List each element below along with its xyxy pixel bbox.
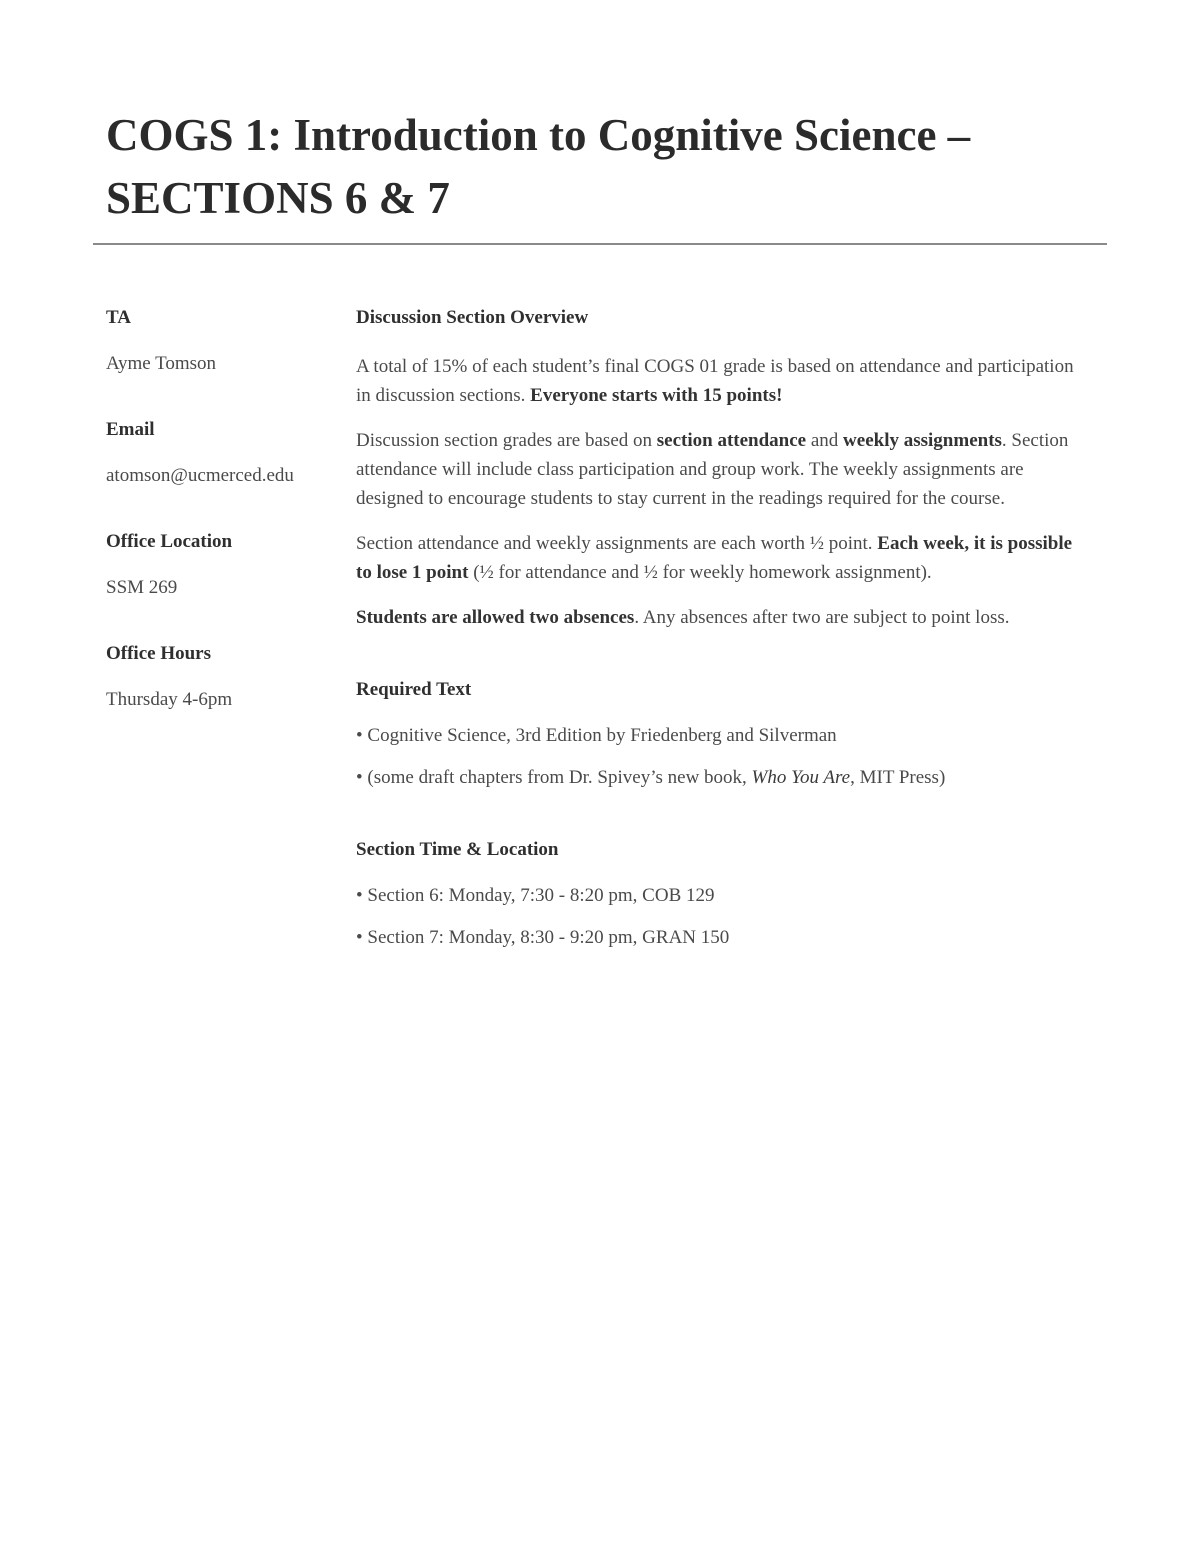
office-location-field: [106, 530, 336, 600]
required-text-item-2-b: , MIT Press): [850, 767, 946, 788]
overview-paragraph-1: [356, 352, 1086, 410]
overview-paragraph-3: [356, 529, 1086, 587]
section-time-heading: Section Time & Location: [356, 839, 559, 860]
overview-p1-text: A total of 15% of each student’s final COGS 01 grade is based on attendance and participation in discussion sections.: [356, 356, 1074, 406]
ta-value: Ayme Tomson: [106, 353, 217, 374]
email-field: [106, 418, 336, 488]
office-location-value: SSM 269: [106, 577, 178, 598]
book-title: Who You Are: [751, 767, 851, 788]
overview-p3-a: Section attendance and weekly assignments are each worth ½ point.: [356, 533, 878, 554]
spacer: [356, 648, 1086, 678]
overview-section: [356, 306, 1086, 632]
required-text-heading: Required Text: [356, 679, 472, 700]
overview-p2-bold-1: section attendance: [656, 430, 807, 451]
overview-p4-bold: Students are allowed two absences: [356, 607, 635, 628]
title-divider: [93, 243, 1107, 245]
overview-heading: Discussion Section Overview: [356, 307, 589, 328]
overview-paragraph-4: [356, 603, 1086, 632]
overview-p2-b: and: [806, 430, 844, 451]
section-time-item-1: • Section 6: Monday, 7:30 - 8:20 pm, COB 129: [356, 885, 715, 906]
section-time-section: [356, 838, 1086, 950]
office-location-label: Office Location: [106, 531, 233, 552]
ta-label: TA: [106, 307, 131, 328]
section-time-item-2: • Section 7: Monday, 8:30 - 9:20 pm, GRAN 150: [356, 927, 730, 948]
overview-p2-a: Discussion section grades are based on: [356, 430, 657, 451]
spacer: [356, 808, 1086, 838]
required-text-item-2-a: • (some draft chapters from Dr. Spivey’s new book,: [356, 767, 752, 788]
overview-p1-bold: Everyone starts with 15 points!: [530, 385, 783, 406]
page-title: [106, 104, 1106, 230]
overview-p3-b: (½ for attendance and ½ for weekly homework assignment).: [468, 562, 932, 583]
office-hours-label: Office Hours: [106, 643, 212, 664]
office-hours-field: [106, 642, 336, 712]
email-value: atomson@ucmerced.edu: [106, 465, 294, 486]
main-content: [356, 306, 1086, 968]
contact-sidebar: [106, 306, 336, 754]
email-label: Email: [106, 419, 155, 440]
overview-p3-bold: Each week, it is possible to lose 1 point: [356, 533, 1073, 583]
title-line-1: COGS 1: Introduction to Cognitive Science –: [106, 110, 971, 160]
overview-p4-text: . Any absences after two are subject to point loss.: [634, 607, 1010, 628]
overview-p2-c: . Section attendance will include class participation and group work. The weekly assignments are designed to encourage students to stay current in the readings required for the course.: [356, 430, 1069, 509]
required-text-section: [356, 678, 1086, 790]
required-text-item-2: [356, 766, 1086, 790]
title-line-2: SECTIONS 6 & 7: [106, 173, 450, 223]
overview-paragraph-2: [356, 426, 1086, 513]
office-hours-value: Thursday 4-6pm: [106, 689, 233, 710]
overview-p2-bold-2: weekly assignments: [843, 430, 1002, 451]
ta-field: [106, 306, 336, 376]
required-text-item-1: • Cognitive Science, 3rd Edition by Friedenberg and Silverman: [356, 725, 837, 746]
